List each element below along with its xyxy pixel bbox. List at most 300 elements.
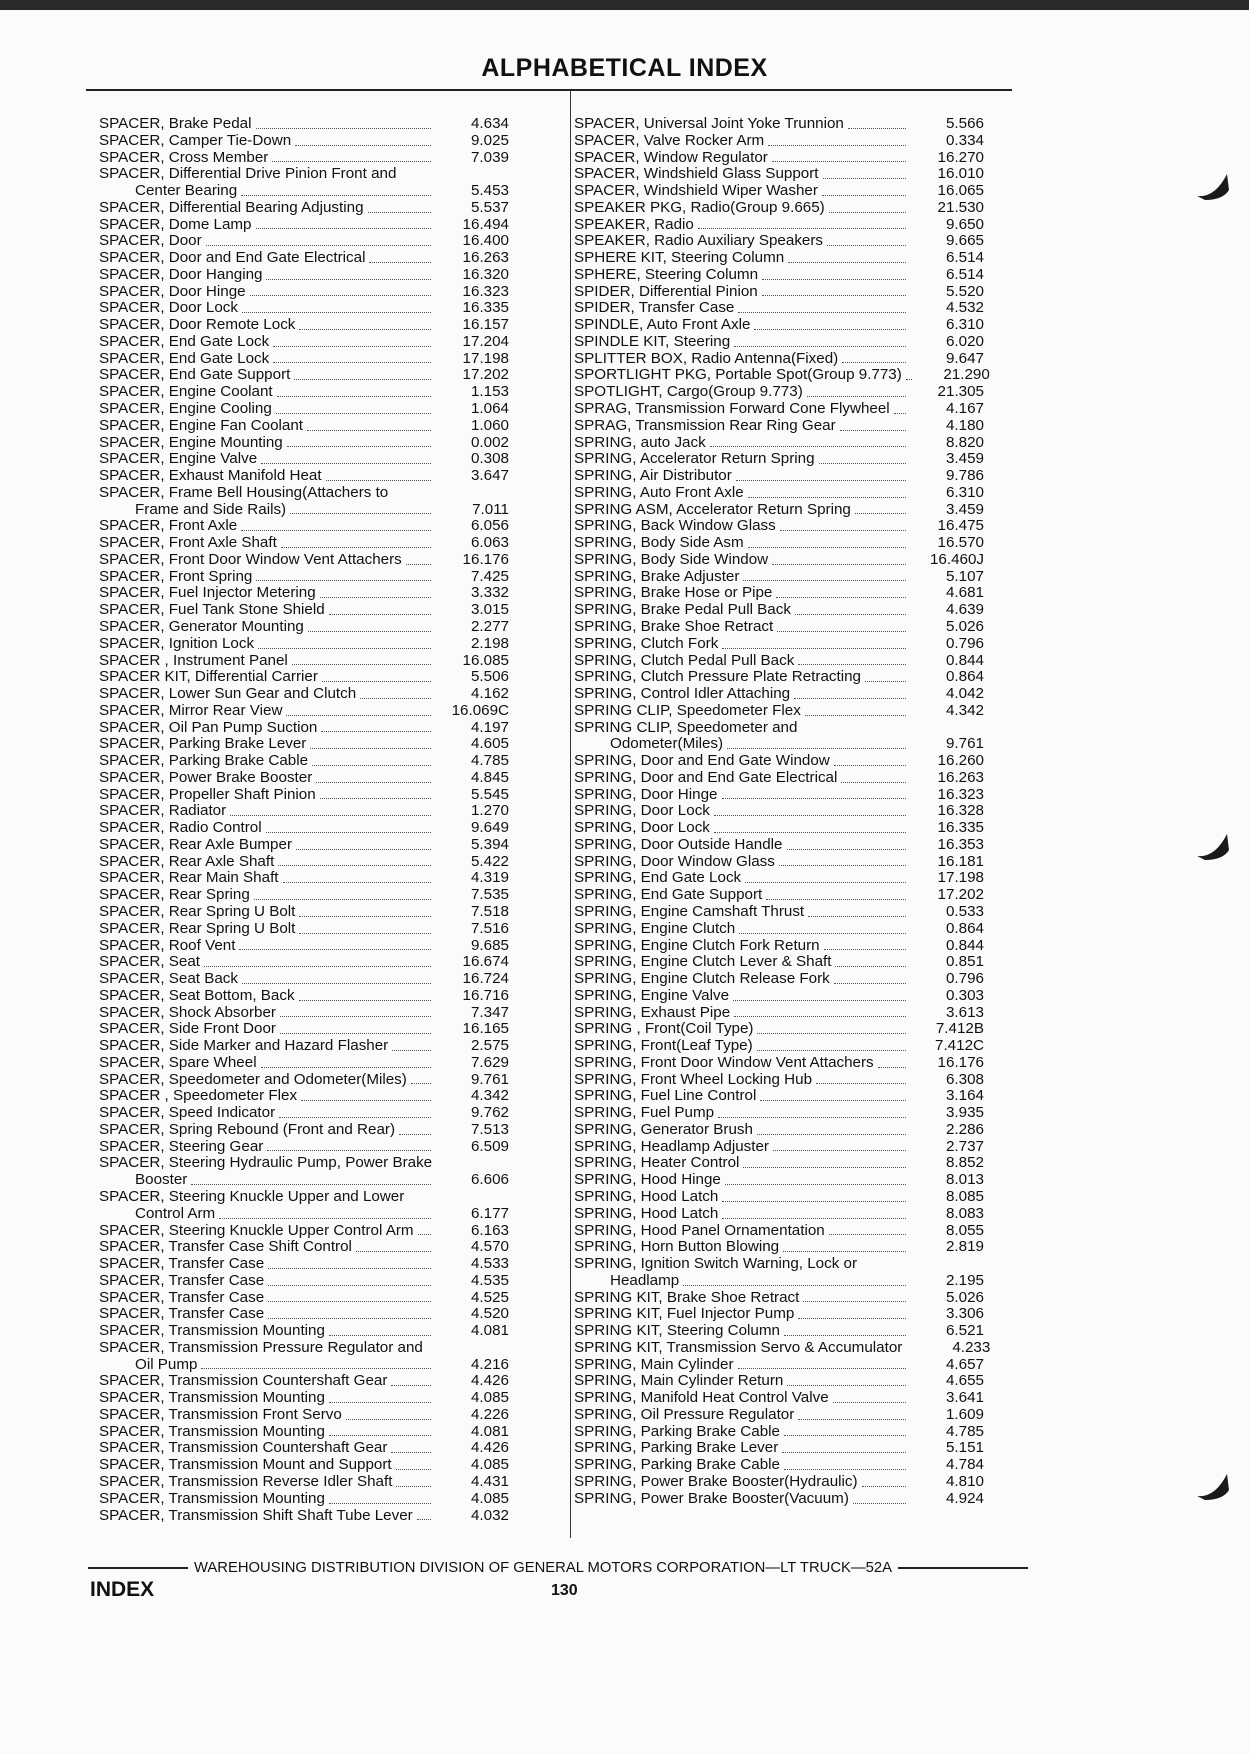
entry-description: SPACER, Steering Knuckle Upper and Lower (99, 1188, 405, 1205)
entry-description: SPRING, Hood Latch (574, 1188, 719, 1205)
entry-group-number: 9.761 (945, 735, 984, 753)
entry-description: SPRING ASM, Accelerator Return Spring (574, 500, 851, 518)
index-entry (574, 870, 984, 887)
entry-description: SPRING, Clutch Fork (574, 634, 719, 652)
dot-leader (219, 1218, 431, 1219)
dot-leader (299, 933, 431, 934)
dot-leader (280, 1033, 431, 1034)
dot-leader (714, 832, 906, 833)
dot-leader (805, 715, 906, 716)
index-entry (99, 720, 509, 737)
entry-group-number: 4.233 (952, 1338, 991, 1356)
index-entry (574, 284, 984, 301)
entry-description: SPACER, Front Spring (99, 567, 253, 585)
index-entry (574, 1440, 984, 1457)
entry-group-number: 9.786 (945, 467, 984, 485)
index-entry (99, 518, 509, 535)
index-entry (574, 619, 984, 636)
entry-group-number: 4.845 (470, 768, 509, 786)
index-entry (99, 1256, 509, 1273)
entry-group-number: 7.516 (470, 919, 509, 937)
index-entry (99, 1072, 509, 1089)
index-entry (574, 837, 984, 854)
index-entry (574, 820, 984, 837)
title-rule (86, 89, 1012, 91)
entry-description: SPRING KIT, Brake Shoe Retract (574, 1288, 800, 1306)
entry-group-number: 6.521 (945, 1322, 984, 1340)
entry-group-number: 1.064 (470, 400, 509, 418)
index-entry (574, 1338, 991, 1357)
index-entry (574, 518, 984, 535)
entry-group-number: 4.785 (470, 752, 509, 770)
dot-leader (722, 1218, 906, 1219)
index-entry (574, 585, 984, 602)
dot-leader (239, 949, 431, 950)
index-entry (99, 1088, 509, 1105)
entry-group-number: 4.032 (470, 1506, 509, 1524)
dot-leader (281, 547, 431, 548)
entry-group-number: 4.605 (470, 735, 509, 753)
dot-leader (396, 1486, 431, 1487)
index-entry (99, 1189, 509, 1206)
entry-group-number: 0.796 (945, 634, 984, 652)
entry-group-number: 2.195 (945, 1271, 984, 1289)
entry-description: SPRING, Door Outside Handle (574, 835, 783, 853)
dot-leader (754, 329, 906, 330)
index-entry (574, 1038, 984, 1055)
index-entry (99, 837, 509, 854)
entry-group-number: 4.533 (470, 1255, 509, 1273)
index-entry (574, 703, 984, 720)
entry-group-number: 5.520 (945, 282, 984, 300)
index-entry (574, 1424, 984, 1441)
entry-group-number: 1.270 (470, 802, 509, 820)
entry-group-number: 4.810 (945, 1473, 984, 1491)
dot-leader (743, 1167, 906, 1168)
entry-group-number: 16.320 (462, 265, 509, 283)
entry-group-number: 0.334 (945, 131, 984, 149)
index-entry (99, 1239, 509, 1256)
index-entry (99, 384, 509, 401)
index-entry (99, 317, 509, 334)
dot-leader (242, 312, 431, 313)
index-entry (574, 1223, 984, 1240)
entry-description: SPACER, Fuel Tank Stone Shield (99, 601, 325, 619)
entry-description: SPACER, Transmission Mounting (99, 1489, 325, 1507)
index-entry (99, 367, 509, 384)
entry-description: SPRING, Engine Clutch Lever & Shaft (574, 953, 832, 971)
dot-leader (256, 128, 431, 129)
entry-description: SPRING, Brake Hose or Pipe (574, 584, 773, 602)
entry-description: SPHERE, Steering Column (574, 265, 759, 283)
entry-group-number: 5.107 (945, 567, 984, 585)
entry-description: SPACER, Front Axle (99, 517, 238, 535)
index-entry (574, 535, 984, 552)
index-entry (574, 401, 984, 418)
entry-group-number: 4.657 (945, 1355, 984, 1373)
entry-description: SPRAG, Transmission Forward Cone Flywheel (574, 400, 890, 418)
entry-description: SPHERE KIT, Steering Column (574, 249, 785, 267)
dot-leader (242, 983, 431, 984)
dot-leader (256, 580, 431, 581)
dot-leader (290, 513, 431, 514)
entry-group-number: 17.202 (937, 886, 984, 904)
dot-leader (273, 362, 431, 363)
dot-leader (230, 815, 431, 816)
entry-group-number: 4.655 (945, 1372, 984, 1390)
entry-group-number: 5.537 (470, 198, 509, 216)
index-entry (574, 1323, 984, 1340)
dot-leader (822, 195, 906, 196)
index-entry (99, 1290, 509, 1307)
entry-description: SPRING, Hood Latch (574, 1204, 719, 1222)
entry-description: SPRING, Clutch Pedal Pull Back (574, 651, 795, 669)
dot-leader (816, 1083, 906, 1084)
entry-description: SPACER, Exhaust Manifold Heat (99, 467, 322, 485)
index-entry (574, 1172, 984, 1189)
index-entry (99, 1139, 509, 1156)
dot-leader (369, 262, 431, 263)
entry-group-number: 5.545 (470, 785, 509, 803)
entry-description: SPRING , Front(Coil Type) (574, 1020, 754, 1038)
index-entry (574, 736, 984, 753)
dot-leader (329, 1335, 431, 1336)
entry-group-number: 9.650 (945, 215, 984, 233)
entry-group-number: 7.347 (470, 1003, 509, 1021)
dot-leader (718, 1117, 906, 1118)
dot-leader (418, 1234, 431, 1235)
index-entry (574, 971, 984, 988)
entry-group-number: 5.453 (470, 182, 509, 200)
index-entry (99, 1508, 509, 1525)
index-entry (99, 1457, 509, 1474)
entry-description: SPACER, Door Lock (99, 299, 238, 317)
dot-leader (406, 564, 431, 565)
entry-description: SPRING, Engine Clutch Fork Return (574, 936, 820, 954)
entry-description: SPRING, Back Window Glass (574, 517, 776, 535)
dot-leader (827, 245, 906, 246)
entry-description: SPACER, Transmission Countershaft Gear (99, 1439, 388, 1457)
entry-description: SPACER, Transfer Case Shift Control (99, 1238, 352, 1256)
entry-description: SPACER, Rear Spring U Bolt (99, 902, 296, 920)
entry-description: SPRING, Parking Brake Cable (574, 1456, 780, 1474)
index-entry (99, 418, 509, 435)
entry-group-number: 6.509 (470, 1137, 509, 1155)
entry-group-number: 4.180 (945, 416, 984, 434)
entry-group-number: 6.310 (945, 316, 984, 334)
entry-group-number: 3.459 (945, 500, 984, 518)
entry-group-number: 4.535 (470, 1271, 509, 1289)
index-entry (574, 669, 984, 686)
entry-description: SPACER, Transfer Case (99, 1288, 265, 1306)
dot-leader (280, 1016, 431, 1017)
entry-description: SPACER, Windshield Glass Support (574, 165, 819, 183)
dot-leader (310, 748, 431, 749)
entry-description: SPACER, Windshield Wiper Washer (574, 182, 818, 200)
index-entry (574, 803, 984, 820)
entry-group-number: 16.494 (462, 215, 509, 233)
dot-leader (833, 1402, 906, 1403)
dot-leader (783, 1251, 906, 1252)
entry-description: SPRING, Control Idler Attaching (574, 685, 791, 703)
dot-leader (360, 698, 431, 699)
dot-leader (356, 1251, 431, 1252)
entry-group-number: 7.039 (470, 148, 509, 166)
index-entry (574, 300, 984, 317)
index-entry (99, 502, 509, 519)
binder-hole-mark (1195, 166, 1231, 202)
entry-description: SPRING, Parking Brake Cable (574, 1422, 780, 1440)
page-title: ALPHABETICAL INDEX (481, 54, 768, 82)
dot-leader (714, 815, 906, 816)
entry-group-number: 16.181 (937, 852, 984, 870)
entry-description: SPACER, Door Remote Lock (99, 316, 296, 334)
dot-leader (273, 346, 431, 347)
entry-group-number: 2.575 (470, 1037, 509, 1055)
index-entry (574, 1256, 984, 1273)
entry-group-number: 9.665 (945, 232, 984, 250)
index-entry (99, 770, 509, 787)
index-entry (99, 1206, 509, 1223)
index-entry (99, 267, 509, 284)
entry-group-number: 7.412C (935, 1037, 984, 1055)
dot-leader (766, 899, 906, 900)
dot-leader (276, 413, 431, 414)
dot-leader (829, 1234, 906, 1235)
entry-group-number: 1.060 (470, 416, 509, 434)
dot-leader (283, 882, 431, 883)
index-entry (99, 1424, 509, 1441)
entry-group-number: 3.459 (945, 450, 984, 468)
dot-leader (784, 1469, 906, 1470)
entry-group-number: 0.533 (945, 902, 984, 920)
dot-leader (794, 698, 906, 699)
entry-group-number: 16.085 (462, 651, 509, 669)
entry-description: SPRING, Door Lock (574, 819, 710, 837)
dot-leader (772, 161, 906, 162)
entry-group-number: 21.530 (937, 198, 984, 216)
entry-group-number: 16.570 (937, 534, 984, 552)
entry-group-number: 4.216 (470, 1355, 509, 1373)
entry-group-number: 7.513 (470, 1120, 509, 1138)
dot-leader (894, 413, 906, 414)
index-entry (99, 133, 509, 150)
index-entry (574, 233, 984, 250)
entry-group-number: 4.784 (945, 1456, 984, 1474)
index-entry (574, 921, 984, 938)
index-entry (574, 1390, 984, 1407)
entry-group-number: 17.202 (462, 366, 509, 384)
entry-description: SPACER, Ignition Lock (99, 634, 255, 652)
entry-description: SPRING, Main Cylinder (574, 1355, 734, 1373)
entry-group-number: 16.165 (462, 1020, 509, 1038)
dot-leader (326, 480, 431, 481)
index-entry (574, 954, 984, 971)
dot-leader (738, 312, 906, 313)
entry-group-number: 16.323 (937, 785, 984, 803)
entry-description: SPACER, Door and End Gate Electrical (99, 249, 366, 267)
entry-description: SPACER, Door (99, 232, 202, 250)
entry-description: SPACER, Transmission Shift Shaft Tube Lever (99, 1506, 413, 1524)
index-entry (99, 1005, 509, 1022)
dot-leader (748, 547, 906, 548)
entry-group-number: 16.323 (462, 282, 509, 300)
entry-description: SPACER, Engine Cooling (99, 400, 272, 418)
entry-group-number: 9.761 (470, 1070, 509, 1088)
entry-group-number: 16.400 (462, 232, 509, 250)
entry-description: SPACER, Door Hanging (99, 265, 263, 283)
entry-group-number: 3.647 (470, 467, 509, 485)
dot-leader (296, 849, 431, 850)
entry-group-number: 6.310 (945, 483, 984, 501)
index-entry (99, 1306, 509, 1323)
dot-leader (368, 212, 431, 213)
index-entry (99, 1122, 509, 1139)
entry-description: SPACER, Frame Bell Housing(Attachers to (99, 483, 389, 501)
entry-description: SPACER, Window Regulator (574, 148, 768, 166)
dot-leader (295, 145, 431, 146)
dot-leader (268, 1285, 431, 1286)
entry-description: SPRING, Body Side Asm (574, 534, 744, 552)
entry-description: SPACER, Spare Wheel (99, 1053, 257, 1071)
entry-group-number: 4.532 (945, 299, 984, 317)
entry-description: SPACER, End Gate Support (99, 366, 291, 384)
entry-description: SPACER, End Gate Lock (99, 332, 270, 350)
entry-group-number: 5.566 (945, 115, 984, 132)
dot-leader (292, 664, 431, 665)
index-entry (99, 468, 509, 485)
entry-group-number: 4.162 (470, 685, 509, 703)
index-entry (99, 1105, 509, 1122)
index-entry (99, 820, 509, 837)
entry-description: SPRING, Engine Clutch (574, 919, 736, 937)
index-entry (99, 887, 509, 904)
dot-leader (829, 212, 906, 213)
entry-description: SPRING, Headlamp Adjuster (574, 1137, 769, 1155)
footer-publisher-line (88, 1560, 1028, 1576)
entry-group-number: 9.647 (945, 349, 984, 367)
entry-group-number: 16.010 (937, 165, 984, 183)
dot-leader (725, 1184, 906, 1185)
entry-description: SPRING, Brake Pedal Pull Back (574, 601, 791, 619)
entry-group-number: 4.226 (470, 1405, 509, 1423)
index-entry (574, 1021, 984, 1038)
dot-leader (683, 1285, 906, 1286)
entry-group-number: 7.425 (470, 567, 509, 585)
entry-group-number: 9.025 (470, 131, 509, 149)
entry-description: SPEAKER, Radio Auxiliary Speakers (574, 232, 824, 250)
dot-leader (301, 1100, 431, 1101)
index-entry (99, 485, 509, 502)
index-column-right (574, 115, 991, 1508)
entry-description: SPACER, Valve Rocker Arm (574, 131, 765, 149)
index-entry (99, 552, 509, 569)
index-entry (574, 317, 984, 334)
entry-description: SPEAKER PKG, Radio(Group 9.665) (574, 198, 825, 216)
entry-description: SPACER, Transmission Front Servo (99, 1405, 342, 1423)
entry-description: SPRING, auto Jack (574, 433, 706, 451)
entry-group-number: 4.085 (470, 1489, 509, 1507)
index-entry (99, 787, 509, 804)
index-entry (99, 116, 509, 133)
index-entry (574, 183, 984, 200)
dot-leader (320, 798, 431, 799)
entry-group-number: 16.475 (937, 517, 984, 535)
index-entry (574, 787, 984, 804)
entry-group-number: 4.785 (945, 1422, 984, 1440)
entry-description: SPACER, Transmission Countershaft Gear (99, 1372, 388, 1390)
dot-leader (777, 631, 906, 632)
entry-description: SPRING, End Gate Support (574, 886, 763, 904)
index-entry (574, 1491, 984, 1508)
entry-group-number: 6.163 (470, 1221, 509, 1239)
entry-group-number: 6.177 (470, 1204, 509, 1222)
entry-description: SPEAKER, Radio (574, 215, 694, 233)
entry-group-number: 4.681 (945, 584, 984, 602)
entry-description: SPACER, Engine Mounting (99, 433, 283, 451)
dot-leader (739, 933, 906, 934)
entry-group-number: 5.422 (470, 852, 509, 870)
dot-leader (768, 145, 906, 146)
entry-description: SPACER, Rear Main Shaft (99, 869, 279, 887)
entry-group-number: 7.535 (470, 886, 509, 904)
dot-leader (320, 597, 431, 598)
dot-leader (346, 1419, 431, 1420)
dot-leader (855, 513, 906, 514)
index-entry (99, 401, 509, 418)
entry-description: SPACER, Rear Spring (99, 886, 250, 904)
entry-group-number: 16.263 (937, 768, 984, 786)
entry-description: SPRING, Front Door Window Vent Attachers (574, 1053, 874, 1071)
entry-description: SPRING, End Gate Lock (574, 869, 742, 887)
entry-description: SPACER, Roof Vent (99, 936, 236, 954)
entry-description: SPRING KIT, Fuel Injector Pump (574, 1305, 795, 1323)
entry-description: SPACER, Brake Pedal (99, 115, 252, 132)
entry-description: SPRING KIT, Steering Column (574, 1322, 780, 1340)
index-entry (99, 753, 509, 770)
index-entry (574, 988, 984, 1005)
entry-description: SPRING, Brake Shoe Retract (574, 617, 774, 635)
index-entry (99, 150, 509, 167)
entry-group-number: 16.176 (937, 1053, 984, 1071)
entry-group-number: 3.935 (945, 1104, 984, 1122)
entry-description: SPINDLE KIT, Steering (574, 332, 731, 350)
entry-description: SPRING, Accelerator Return Spring (574, 450, 815, 468)
entry-description: SPACER, Transmission Mount and Support (99, 1456, 392, 1474)
dot-leader (734, 346, 906, 347)
entry-group-number: 16.270 (937, 148, 984, 166)
dot-leader (279, 1117, 431, 1118)
dot-leader (329, 1503, 431, 1504)
dot-leader (266, 279, 431, 280)
entry-description: SPACER, Oil Pan Pump Suction (99, 718, 318, 736)
entry-description: SPACER, Steering Knuckle Upper Control Arm (99, 1221, 414, 1239)
entry-description: SPACER, Generator Mounting (99, 617, 304, 635)
entry-description: SPACER, Seat Bottom, Back (99, 986, 295, 1004)
entry-group-number: 16.674 (462, 953, 509, 971)
entry-description: SPRING CLIP, Speedometer and (574, 718, 798, 736)
index-entry (574, 1273, 984, 1290)
dot-leader (299, 1000, 431, 1001)
entry-description: SPRING, Door Window Glass (574, 852, 775, 870)
dot-leader (748, 497, 906, 498)
dot-leader (312, 765, 431, 766)
entry-description: SPRING, Hood Panel Ornamentation (574, 1221, 825, 1239)
entry-group-number: 6.020 (945, 332, 984, 350)
dot-leader (294, 379, 431, 380)
index-entry (574, 116, 984, 133)
index-entry (99, 451, 509, 468)
